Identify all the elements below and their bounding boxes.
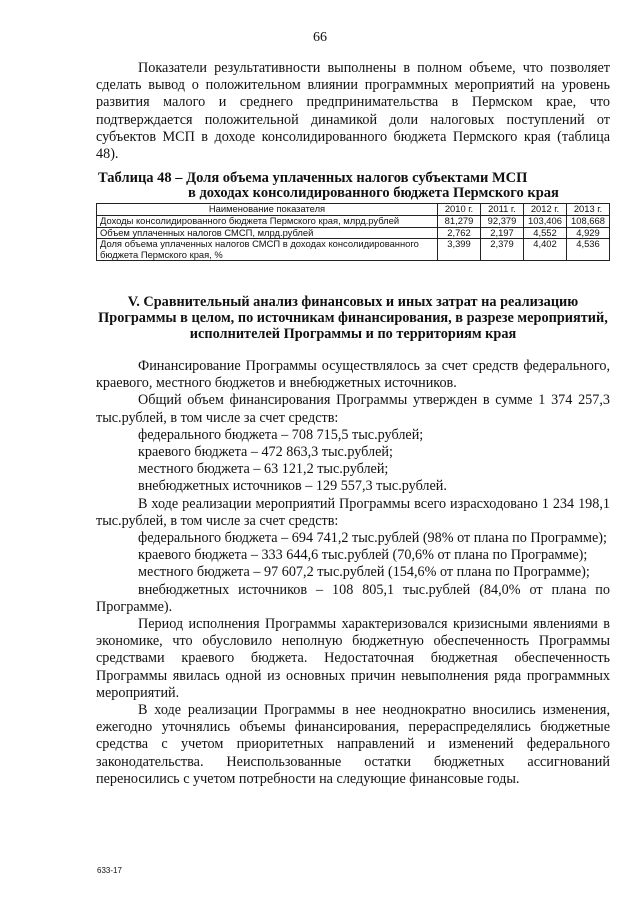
row-name: Объем уплаченных налогов СМСП, млрд.рублей [97,227,438,239]
intro-paragraph-block [96,60,610,163]
total-approved: Общий объем финансирования Программы утвержден в сумме 1 374 257,3 тыс.рублей, в том числе за счет средств: [96,392,610,426]
section-title: V. Сравнительный анализ финансовых и иных затрат на реализацию Программы в целом, по источникам финансирования, в разрезе мероприятий, исполнителей Программы и по территориям края [98,294,608,342]
footer-code: 633-17 [97,866,122,875]
cell-value: 2,762 [438,227,481,239]
spent-intro: В ходе реализации мероприятий Программы всего израсходовано 1 234 198,1 тыс.рублей, в том числе за счет средств: [96,495,610,529]
table-header-row [97,204,610,216]
cell-value: 92,379 [481,216,524,228]
cell-value: 4,536 [567,239,610,261]
cell-value: 103,406 [524,216,567,228]
approved-item: краевого бюджета – 472 863,3 тыс.рублей; [138,444,393,461]
crisis-paragraph: Период исполнения Программы характеризовался кризисными явлениями в экономике, что обусловило неполную бюджетную обеспеченность Программы средствами краевого бюджета. Недостаточная бюджетная обеспеченность Программы явилась одной из основных причин невыполнения ряда программных мероприятий. [96,616,610,701]
intro-paragraph: Показатели результативности выполнены в полном объеме, что позволяет сделать вывод о положительном влиянии программных мероприятий на уровень развития малого и среднего предпринимательства в Пермском крае, что подтверждается положительной динамикой доли налоговых поступлений от субъектов МСП в доходе консолидированного бюджета Пермского края (таблица 48). [96,60,610,163]
cell-value: 81,279 [438,216,481,228]
tax-share-table [96,203,610,261]
header-indicator-name: Наименование показателя [97,204,438,216]
cell-value: 4,929 [567,227,610,239]
body-text [96,358,610,788]
page-number: 66 [313,30,327,45]
row-name: Доля объема уплаченных налогов СМСП в доходах консолидированного бюджета Пермского края, % [97,239,438,261]
table-caption-line2: в доходах консолидированного бюджета Пермского края [188,185,559,201]
header-year: 2010 г. [438,204,481,216]
table-caption [98,171,610,201]
spent-item: местного бюджета – 97 607,2 тыс.рублей (154,6% от плана по Программе); [138,564,590,581]
header-year: 2013 г. [567,204,610,216]
spent-item: краевого бюджета – 333 644,6 тыс.рублей (70,6% от плана по Программе); [138,547,588,564]
spent-item: внебюджетных источников – 108 805,1 тыс.рублей (84,0% от плана по Программе). [96,581,610,615]
header-year: 2011 г. [481,204,524,216]
cell-value: 4,552 [524,227,567,239]
approved-item: федерального бюджета – 708 715,5 тыс.рублей; [138,426,424,443]
cell-value: 4,402 [524,239,567,261]
changes-paragraph: В ходе реализации Программы в нее неоднократно вносились изменения, ежегодно уточнялись объемы финансирования, перераспределялись бюджетные средства с учетом приоритетных направлений и изменений федерального законодательства. Неиспользованные остатки бюджетных ассигнований переносились с учетом потребности на следующие финансовые годы. [96,702,610,787]
spent-item: федерального бюджета – 694 741,2 тыс.рублей (98% от плана по Программе); [138,530,607,547]
cell-value: 3,399 [438,239,481,261]
cell-value: 108,668 [567,216,610,228]
header-year: 2012 г. [524,204,567,216]
table-caption-line1: Таблица 48 – Доля объема уплаченных налогов субъектами МСП [98,170,528,186]
row-name: Доходы консолидированного бюджета Пермского края, млрд.рублей [97,216,438,228]
approved-item: местного бюджета – 63 121,2 тыс.рублей; [138,461,389,478]
table-row [97,239,610,261]
table-row [97,216,610,228]
cell-value: 2,197 [481,227,524,239]
cell-value: 2,379 [481,239,524,261]
approved-item: внебюджетных источников – 129 557,3 тыс.рублей. [138,478,447,495]
funding-intro: Финансирование Программы осуществлялось за счет средств федерального, краевого, местного бюджетов и внебюджетных источников. [96,358,610,392]
table-row [97,227,610,239]
